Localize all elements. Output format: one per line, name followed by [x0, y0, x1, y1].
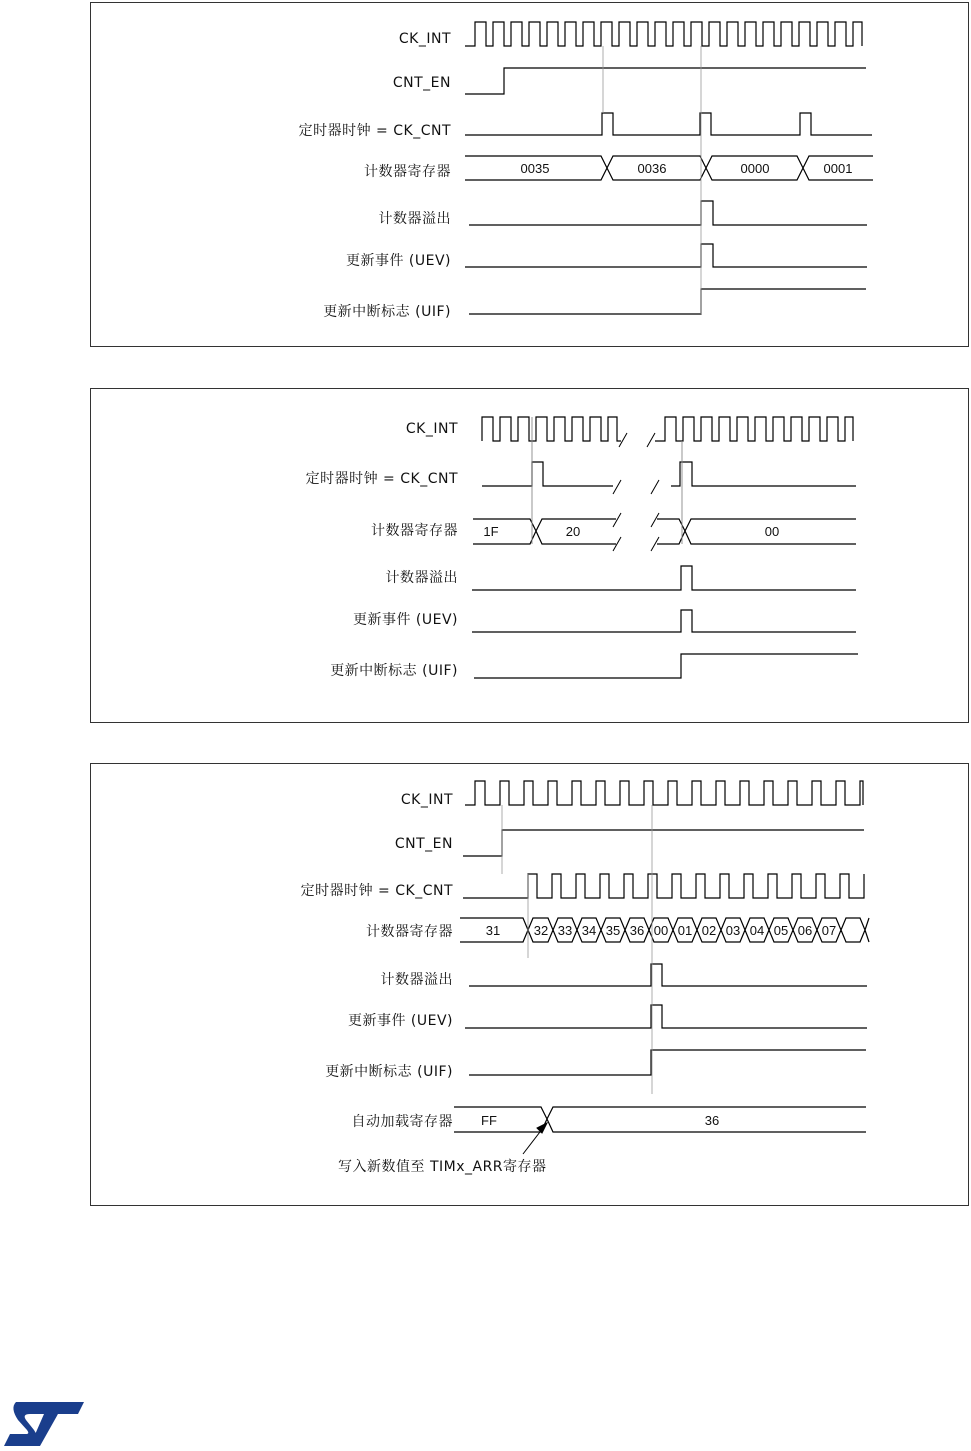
counter-value: 31 — [485, 923, 501, 938]
cnt-en-wave — [463, 830, 864, 856]
cnt-en-wave — [465, 68, 866, 94]
label-overflow: 计数器溢出 — [385, 570, 458, 586]
label-uev: 更新事件 (UEV) — [347, 1013, 453, 1029]
timing-diagram-1 — [90, 2, 969, 347]
waveforms — [91, 3, 970, 348]
st-logo-icon — [0, 1398, 86, 1450]
ck-int-wave — [655, 417, 853, 441]
uif-wave — [474, 654, 858, 678]
break-marks — [613, 433, 659, 551]
arr-value: 36 — [704, 1113, 720, 1128]
waveforms — [91, 389, 970, 724]
uif-wave — [469, 289, 866, 314]
arr-bus — [454, 1107, 866, 1132]
counter-value: 1F — [483, 524, 499, 539]
counter-value: 34 — [581, 923, 597, 938]
uev-wave — [465, 1005, 867, 1028]
label-overflow: 计数器溢出 — [378, 211, 451, 227]
label-uif: 更新中断标志 (UIF) — [325, 1064, 453, 1080]
label-ck-cnt: 定时器时钟 = CK_CNT — [305, 471, 458, 487]
counter-value: 0035 — [520, 161, 550, 176]
label-ck-cnt: 定时器时钟 = CK_CNT — [298, 123, 451, 139]
counter-value: 07 — [821, 923, 837, 938]
counter-value: 04 — [749, 923, 765, 938]
overflow-wave — [472, 566, 856, 590]
arr-value: FF — [481, 1113, 497, 1128]
label-ck-int: CK_INT — [400, 792, 453, 808]
counter-value: 00 — [764, 524, 780, 539]
counter-bus — [473, 519, 856, 544]
label-ck-cnt: 定时器时钟 = CK_CNT — [300, 883, 453, 899]
counter-value: 0000 — [740, 161, 770, 176]
counter-value: 0036 — [637, 161, 667, 176]
ck-int-wave — [465, 22, 862, 46]
write-arrow — [523, 1123, 547, 1154]
label-uev: 更新事件 (UEV) — [352, 612, 458, 628]
label-ck-int: CK_INT — [405, 421, 458, 437]
counter-value: 32 — [533, 923, 549, 938]
label-counter: 计数器寄存器 — [366, 924, 453, 940]
label-cnt-en: CNT_EN — [394, 836, 453, 852]
label-counter: 计数器寄存器 — [371, 523, 458, 539]
timing-diagram-3 — [90, 763, 969, 1206]
arr-write-annotation: 写入新数值至 TIMx_ARR寄存器 — [338, 1159, 547, 1175]
uev-wave — [465, 244, 867, 267]
label-ck-int: CK_INT — [398, 31, 451, 47]
overflow-wave — [469, 201, 867, 225]
uev-wave — [472, 610, 856, 632]
counter-value: 00 — [653, 923, 669, 938]
counter-value: 33 — [557, 923, 573, 938]
label-uif: 更新中断标志 (UIF) — [330, 663, 458, 679]
label-uev: 更新事件 (UEV) — [345, 253, 451, 269]
label-arr: 自动加载寄存器 — [351, 1114, 453, 1130]
counter-value: 01 — [677, 923, 693, 938]
label-overflow: 计数器溢出 — [380, 972, 453, 988]
counter-value: 36 — [629, 923, 645, 938]
counter-value: 35 — [605, 923, 621, 938]
label-counter: 计数器寄存器 — [364, 164, 451, 180]
counter-value: 02 — [701, 923, 717, 938]
overflow-wave — [469, 964, 867, 986]
counter-value: 06 — [797, 923, 813, 938]
timing-diagram-2 — [90, 388, 969, 723]
counter-value: 0001 — [823, 161, 853, 176]
waveforms — [91, 764, 970, 1207]
ck-cnt-wave — [463, 874, 864, 898]
ck-cnt-wave — [671, 462, 856, 486]
label-uif: 更新中断标志 (UIF) — [323, 304, 451, 320]
ck-int-wave — [482, 417, 621, 441]
label-cnt-en: CNT_EN — [392, 75, 451, 91]
counter-value: 05 — [773, 923, 789, 938]
ck-cnt-wave — [465, 113, 872, 135]
uif-wave — [469, 1050, 866, 1075]
counter-value: 03 — [725, 923, 741, 938]
ck-int-wave — [465, 781, 863, 805]
ck-cnt-wave — [482, 462, 613, 486]
counter-value: 20 — [565, 524, 581, 539]
